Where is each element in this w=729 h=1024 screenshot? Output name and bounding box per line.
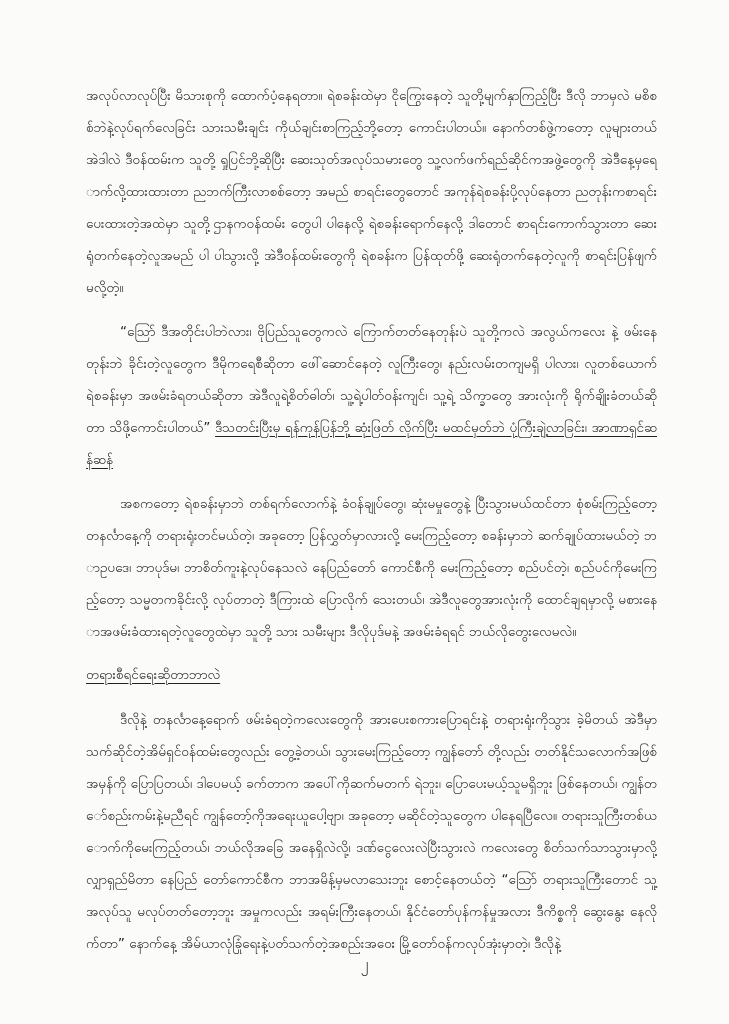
paragraph-3	[86, 488, 657, 648]
paragraph-2	[86, 316, 657, 476]
paragraph-4	[86, 704, 657, 960]
paragraph-2-quote-text: “ဩော် ဒီအတိုင်းပါဘဲလား၊ ဗိုပြည်သူတွေကလဲ ကြောက်တတ်နေတုန်းပဲ သူတို့ကလဲ အလွယ်ကလေး နဲ့ ဖမ်းနေတုန်းဘဲ ခိုင်းတဲ့လူတွေက ဒီမိုကရေစီဆိုတာ ဖေါ်ဆောင်နေတဲ့ လူကြီးတွေ၊ နည်းလမ်းတကျမရှိ ပါလား၊ လူတစ်ယောက် ရဲစခန်းမှာ အဖမ်းခံရတယ်ဆိုတာ အဲဒီလူရဲ့စိတ်ဓါတ်၊ သူ့ရဲ့ပါတ်ဝန်းကျင်၊ သူ့ရဲ့ သိက္ခာတွေ အားလုံးကို ရိုက်ချိုးခံတယ်ဆိုတာ သိဖို့ကောင်းပါတယ်”	[86, 324, 657, 436]
paragraph-4-text: ဒီလိုနဲ့ တနင်္လာနေ့ရောက် ဖမ်းခံရတဲ့ကလေးတွေကို အားပေးစကားပြောရင်းနဲ့ တရားရုံးကိုသွား ခဲ့မိတယ် အဲဒီမှာ သက်ဆိုင်တဲ့အိမ်ရှင်ဝန်ထမ်းတွေလည်း တွေ့ခဲ့တယ်၊ သွားမေးကြည့်တော့ ကျွန်တော် တို့လည်း တတ်နိုင်သလောက်အဖြစ်အမှန်ကို ပြောပြတယ်၊ ဒါပေမယ့် ခက်တာက အပေါ်ကိုဆက်မတက် ရဲဘူး၊ ပြောပေးမယ့်သူမရှိဘူး ဖြစ်နေတယ်၊ ကျွန်တော်စည်းကမ်းနဲ့မညီရင် ကျွန်တော့်ကိုအရေးယူပေါ့ဗျာ၊ အခုတော့ မဆိုင်တဲ့သူတွေက ပါနေရပြီလေ။ တရားသူကြီးတစ်ယောက်ကိုမေးကြည့်တယ်၊ ဘယ်လိုအခြေ အနေရှိလဲလို့၊ ဒဏ်ငွေလေးလဲပြီးသွားလဲ ကလေးတွေ စိတ်သက်သာသွားမှာလို့ လျှာရှည်မိတာ နေပြည် တော်ကောင်စီက ဘာအမိန့်မှမလာသေးဘူး စောင့်နေတယ်တဲ့ “ဩော် တရားသူကြီးတောင် သူ့အလုပ်သူ မလုပ်တတ်တော့ဘူး အမှုကလည်း အရမ်းကြီးနေတယ်၊ နိုင်ငံတော်ပုန်ကန်မှုအလား ဒီကိစ္စကို ဆွေးနွေး နေလိုက်တာ” နောက်နေ့ အိမ်ယာလုံခြုံရေးနဲ့ပတ်သက်တဲ့အစည်းအဝေး မြို့တော်ဝန်ကလုပ်အုံးမှာတဲ့၊ ဒီလိုနဲ့	[86, 712, 657, 952]
paragraph-1	[86, 80, 657, 304]
page-number: ၂	[360, 954, 369, 973]
section-heading: တရားစီရင်ရေးဆိုတာဘာလဲ	[86, 667, 221, 683]
paragraph-2-underlined-text: ဒီသတင်းပြီးမှ ရန်ကုန်ပြန်ဘို့ ဆုံးဖြတ် လိုက်ပြီး မထင်မှတ်ဘဲ ပုံကြီးချဲ့လာခြင်း၊ အာဏာရှင်ဆန်ဆန်	[86, 420, 657, 468]
paragraph-3-text: အစကတော့ ရဲစခန်းမှာဘဲ တစ်ရက်လောက်နဲ့ ခံဝန်ချုပ်တွေ၊ ဆုံးမမှုတွေနဲ့ ပြီးသွားမယ်ထင်တာ စုံစမ်းကြည့်တော့ တနင်္လာနေ့ကို တရားရုံးတင်မယ်တဲ့၊ အခုတော့ ပြန်လွှတ်မှာလားလို့ မေးကြည့်တော့ စခန်းမှာဘဲ ဆက်ချုပ်ထားမယ်တဲ့ ဘာဥပဒေ၊ ဘာပုဒ်မ၊ ဘာစိတ်ကူးနဲ့လုပ်နေသလဲ နေပြည်တော် ကောင်စီကို မေးကြည့်တော့ စည်ပင်တဲ့၊ စည်ပင်ကိုမေးကြည့်တော့ သမ္မတကခိုင်းလို့ လုပ်တာတဲ့ ဒီကြားထဲ ပြောလိုက် သေးတယ်၊ အဲဒီလူတွေအားလုံးကို ထောင်ချရမှာလို့ မစားနောအဖမ်းခံထားရတဲ့လူတွေထဲမှာ သူတို့ သား သမီးများ ဒီလိုပုဒ်မနဲ့ အဖမ်းခံရရင် ဘယ်လိုတွေးလေမလဲ။	[86, 496, 657, 640]
paragraph-1-text: အလုပ်လာလုပ်ပြီး မိသားစုကို ထောက်ပံ့နေရတာ။ ရဲစခန်းထဲမှာ ငိုကြွေးနေတဲ့ သူတို့မျက်နှာကြည့်ပြီး ဒီလို ဘာမှလဲ မစိစစ်ဘဲနဲ့လုပ်ရက်လေခြင်း သားသမီးချင်း ကိုယ်ချင်းစာကြည့်ဘို့တော့ ကောင်းပါတယ်။ နောက်တစ်ဖွဲ့ကတော့ လူများတယ် အဲဒါလဲ ဒီဝန်ထမ်းက သူတို့ ရှုပြင်ဘို့ဆိုပြီး ဆေးသုတ်အလုပ်သမားတွေ သူ့လက်ဖက်ရည်ဆိုင်ကအဖွဲ့တွေကို အဲဒီနေ့မှရောက်လို့ထားထားတာ ညဘက်ကြီးလာစစ်တော့ အမည် စာရင်းတွေတောင် အကုန်ရဲစခန်းပို့လုပ်နေတာ ညတုန်းကစာရင်းပေးထားတဲ့အထဲမှာ သူတို့ဌာနကဝန်ထမ်း တွေပါ ပါနေလို့ ရဲစခန်းရောက်နေလို့ ဒါတောင် စာရင်းကောက်သွားတာ ဆေးရုံတက်နေတဲ့လူအမည် ပါ ပါသွားလို့ အဲဒီဝန်ထမ်းတွေကို ရဲစခန်းက ပြန်ထုတ်ဖို့ ဆေးရုံတက်နေတဲ့လူကို စာရင်းပြန်ဖျက်မလို့တဲ့။	[86, 88, 657, 296]
